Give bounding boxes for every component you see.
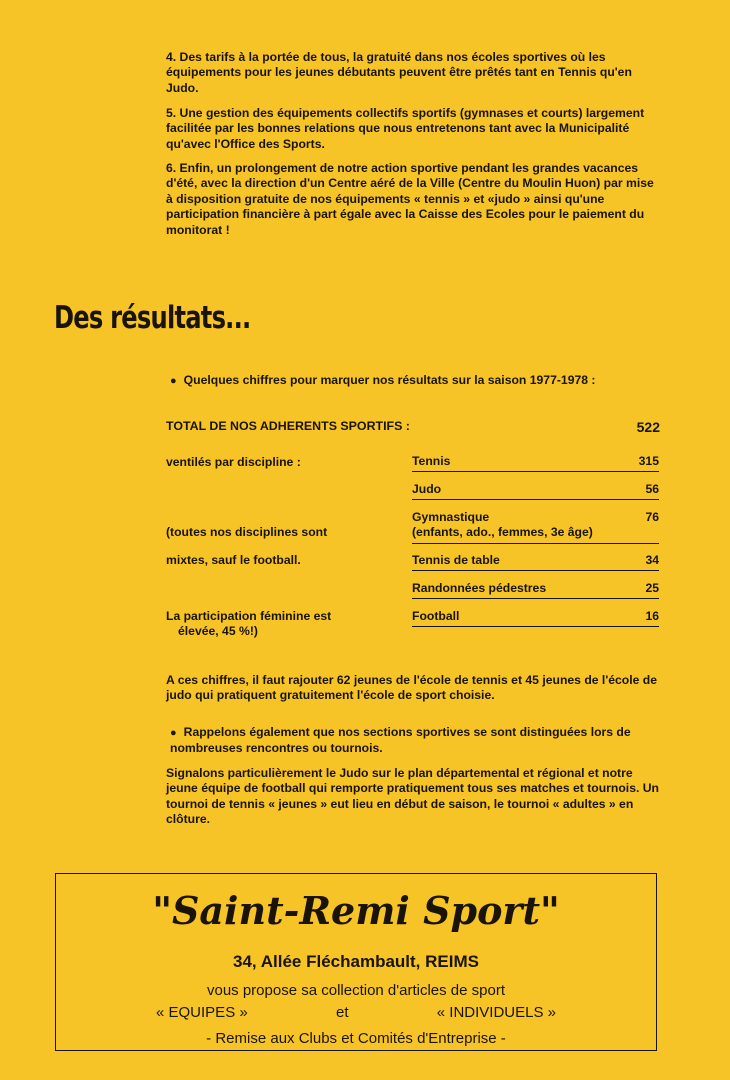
- discipline-count: 25: [645, 581, 659, 595]
- results-intro: [170, 373, 664, 389]
- advert-item-teams: « EQUIPES »: [156, 1004, 248, 1021]
- female-note-line2: élevée, 45 %!): [178, 624, 258, 638]
- recall-paragraph: [170, 725, 664, 757]
- discipline-name: Randonnées pédestres: [412, 581, 547, 595]
- discipline-count: 56: [645, 482, 659, 496]
- discipline-name: Tennis: [412, 454, 451, 468]
- discipline-name: Judo: [412, 482, 442, 496]
- mixed-note-line2: mixtes, sauf le football.: [166, 553, 301, 567]
- discipline-row: [412, 609, 659, 627]
- female-note-line1: La participation féminine est: [166, 609, 332, 623]
- discipline-count: 16: [645, 609, 659, 623]
- discipline-name: Tennis de table: [412, 553, 500, 567]
- total-label: TOTAL DE NOS ADHERENTS SPORTIFS :: [166, 419, 410, 433]
- advert-line: vous propose sa collection d'articles de sport: [206, 982, 506, 999]
- total-members: [166, 419, 660, 435]
- section-heading: Des résultats...: [54, 300, 251, 336]
- intro-paragraph-6: 6. Enfin, un prolongement de notre action sportive pendant les grandes vacances d'été, avec la direction d'un Centre aéré de la Ville (Centre du Moulin Huon) par mise à disposition gratuite de nos équipements « tennis » et «judo » ainsi qu'une participation financière à part égale avec la Caisse des Ecoles pour le paiement du monitorat !: [166, 161, 654, 237]
- highlight-paragraph: Signalons particulièrement le Judo sur le plan départemental et régional et notre jeune équipe de football qui remporte pratiquement tous ses matches et tournois. Un tournoi de tennis « jeunes » eut lieu en début de saison, le tournoi « adultes » en clôture.: [166, 766, 659, 827]
- intro-paragraph-4: 4. Des tarifs à la portée de tous, la gratuité dans nos écoles sportives où les équipements pour les jeunes débutants peuvent être prêtés tant en Tennis qu'en Judo.: [166, 50, 632, 95]
- discipline-name-group: [412, 510, 593, 541]
- advert-items: [156, 1004, 556, 1021]
- discipline-subtitle: (enfants, ado., femmes, 3e âge): [412, 525, 593, 540]
- extra-paragraph: A ces chiffres, il faut rajouter 62 jeunes de l'école de tennis et 45 jeunes de l'école de judo qui pratiquent gratuitement l'école de sport choisie.: [166, 673, 657, 703]
- total-value: 522: [636, 419, 660, 435]
- breakdown-label: ventilés par discipline :: [166, 455, 301, 469]
- shop-name: "Saint-Remi Sport": [152, 888, 560, 933]
- discipline-row: [412, 510, 659, 544]
- recall-text: Rappelons également que nos sections sportives se sont distinguées lors de nombreuses rencontres ou tournois.: [170, 725, 631, 756]
- discipline-row: [412, 581, 659, 599]
- mixed-note-line1: (toutes nos disciplines sont: [166, 525, 328, 539]
- discipline-count: 34: [645, 553, 659, 567]
- results-intro-text: Quelques chiffres pour marquer nos résultats sur la saison 1977-1978 :: [183, 373, 596, 387]
- discipline-row: [412, 454, 659, 472]
- discipline-name: Football: [412, 609, 460, 623]
- discipline-count: 76: [645, 510, 659, 524]
- shop-address: 34, Allée Fléchambault, REIMS: [233, 952, 479, 971]
- discipline-row: [412, 553, 659, 571]
- intro-paragraph-5: 5. Une gestion des équipements collectifs sportifs (gymnases et courts) largement facilitée par les bonnes relations que nous entretenons tant avec la Municipalité qu'avec l'Office des Sports.: [166, 106, 645, 151]
- advert-item-individual: « INDIVIDUELS »: [436, 1004, 556, 1021]
- advert-footer: - Remise aux Clubs et Comités d'Entreprise -: [206, 1030, 506, 1047]
- discipline-count: 315: [638, 454, 659, 468]
- discipline-name: Gymnastique: [412, 510, 490, 524]
- discipline-row: [412, 482, 659, 500]
- advert-connector: et: [335, 1004, 349, 1021]
- shop-advert: [55, 873, 657, 1051]
